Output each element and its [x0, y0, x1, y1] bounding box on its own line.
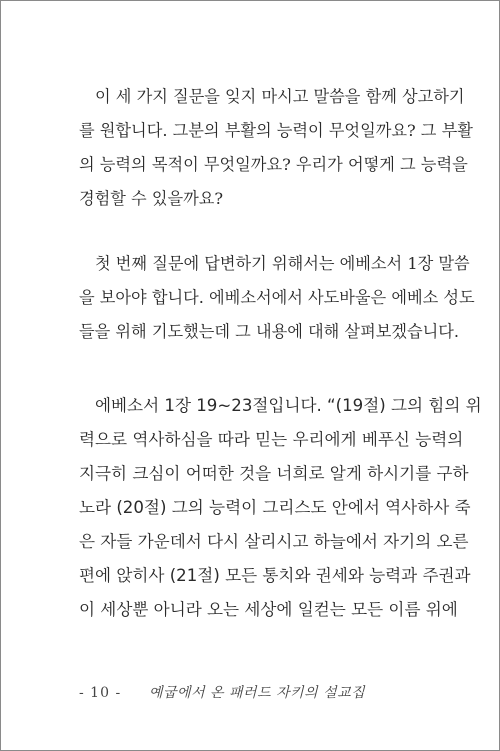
text-line: 이 세상뿐 아니라 오는 세상에 일컫는 모든 이름 위에: [79, 600, 458, 619]
page-number: - 10 -: [79, 685, 122, 701]
text-line: 노라 (20절) 그의 능력이 그리스도 안에서 역사하사 죽: [79, 498, 471, 517]
text-line: 력으로 역사하심을 따라 믿는 우리에게 베푸신 능력의: [79, 430, 464, 449]
text-line: 들을 위해 기도했는데 그 내용에 대해 살펴보겠습니다.: [79, 322, 460, 341]
text-line: 를 원합니다. 그분의 부활의 능력이 무엇일까요? 그 부활: [79, 121, 473, 140]
text-line: 첫 번째 질문에 답변하기 위해서는 에베소서 1장 말씀: [95, 254, 470, 273]
text-line: 이 세 가지 질문을 잊지 마시고 말씀을 함께 상고하기: [95, 87, 465, 106]
page-footer: [79, 681, 439, 705]
text-line: 경험할 수 있을까요?: [79, 189, 224, 208]
text-line: 은 자들 가운데서 다시 살리시고 하늘에서 자기의 오른: [79, 532, 469, 551]
text-line: 의 능력의 목적이 무엇일까요? 우리가 어떻게 그 능력을: [79, 155, 468, 174]
text-line: 편에 앉히사 (21절) 모든 통치와 권세와 능력과 주권과: [79, 566, 471, 585]
text-line: 에베소서 1장 19~23절입니다. “(19절) 그의 힘의 위: [95, 396, 482, 415]
running-head: 예굽에서 온 패러드 자키의 설교집: [149, 685, 366, 701]
text-line: 을 보아야 합니다. 에베소서에서 사도바울은 에베소 성도: [79, 288, 475, 307]
text-line: 지극히 크심이 어떠한 것을 너희로 알게 하시기를 구하: [79, 464, 469, 483]
